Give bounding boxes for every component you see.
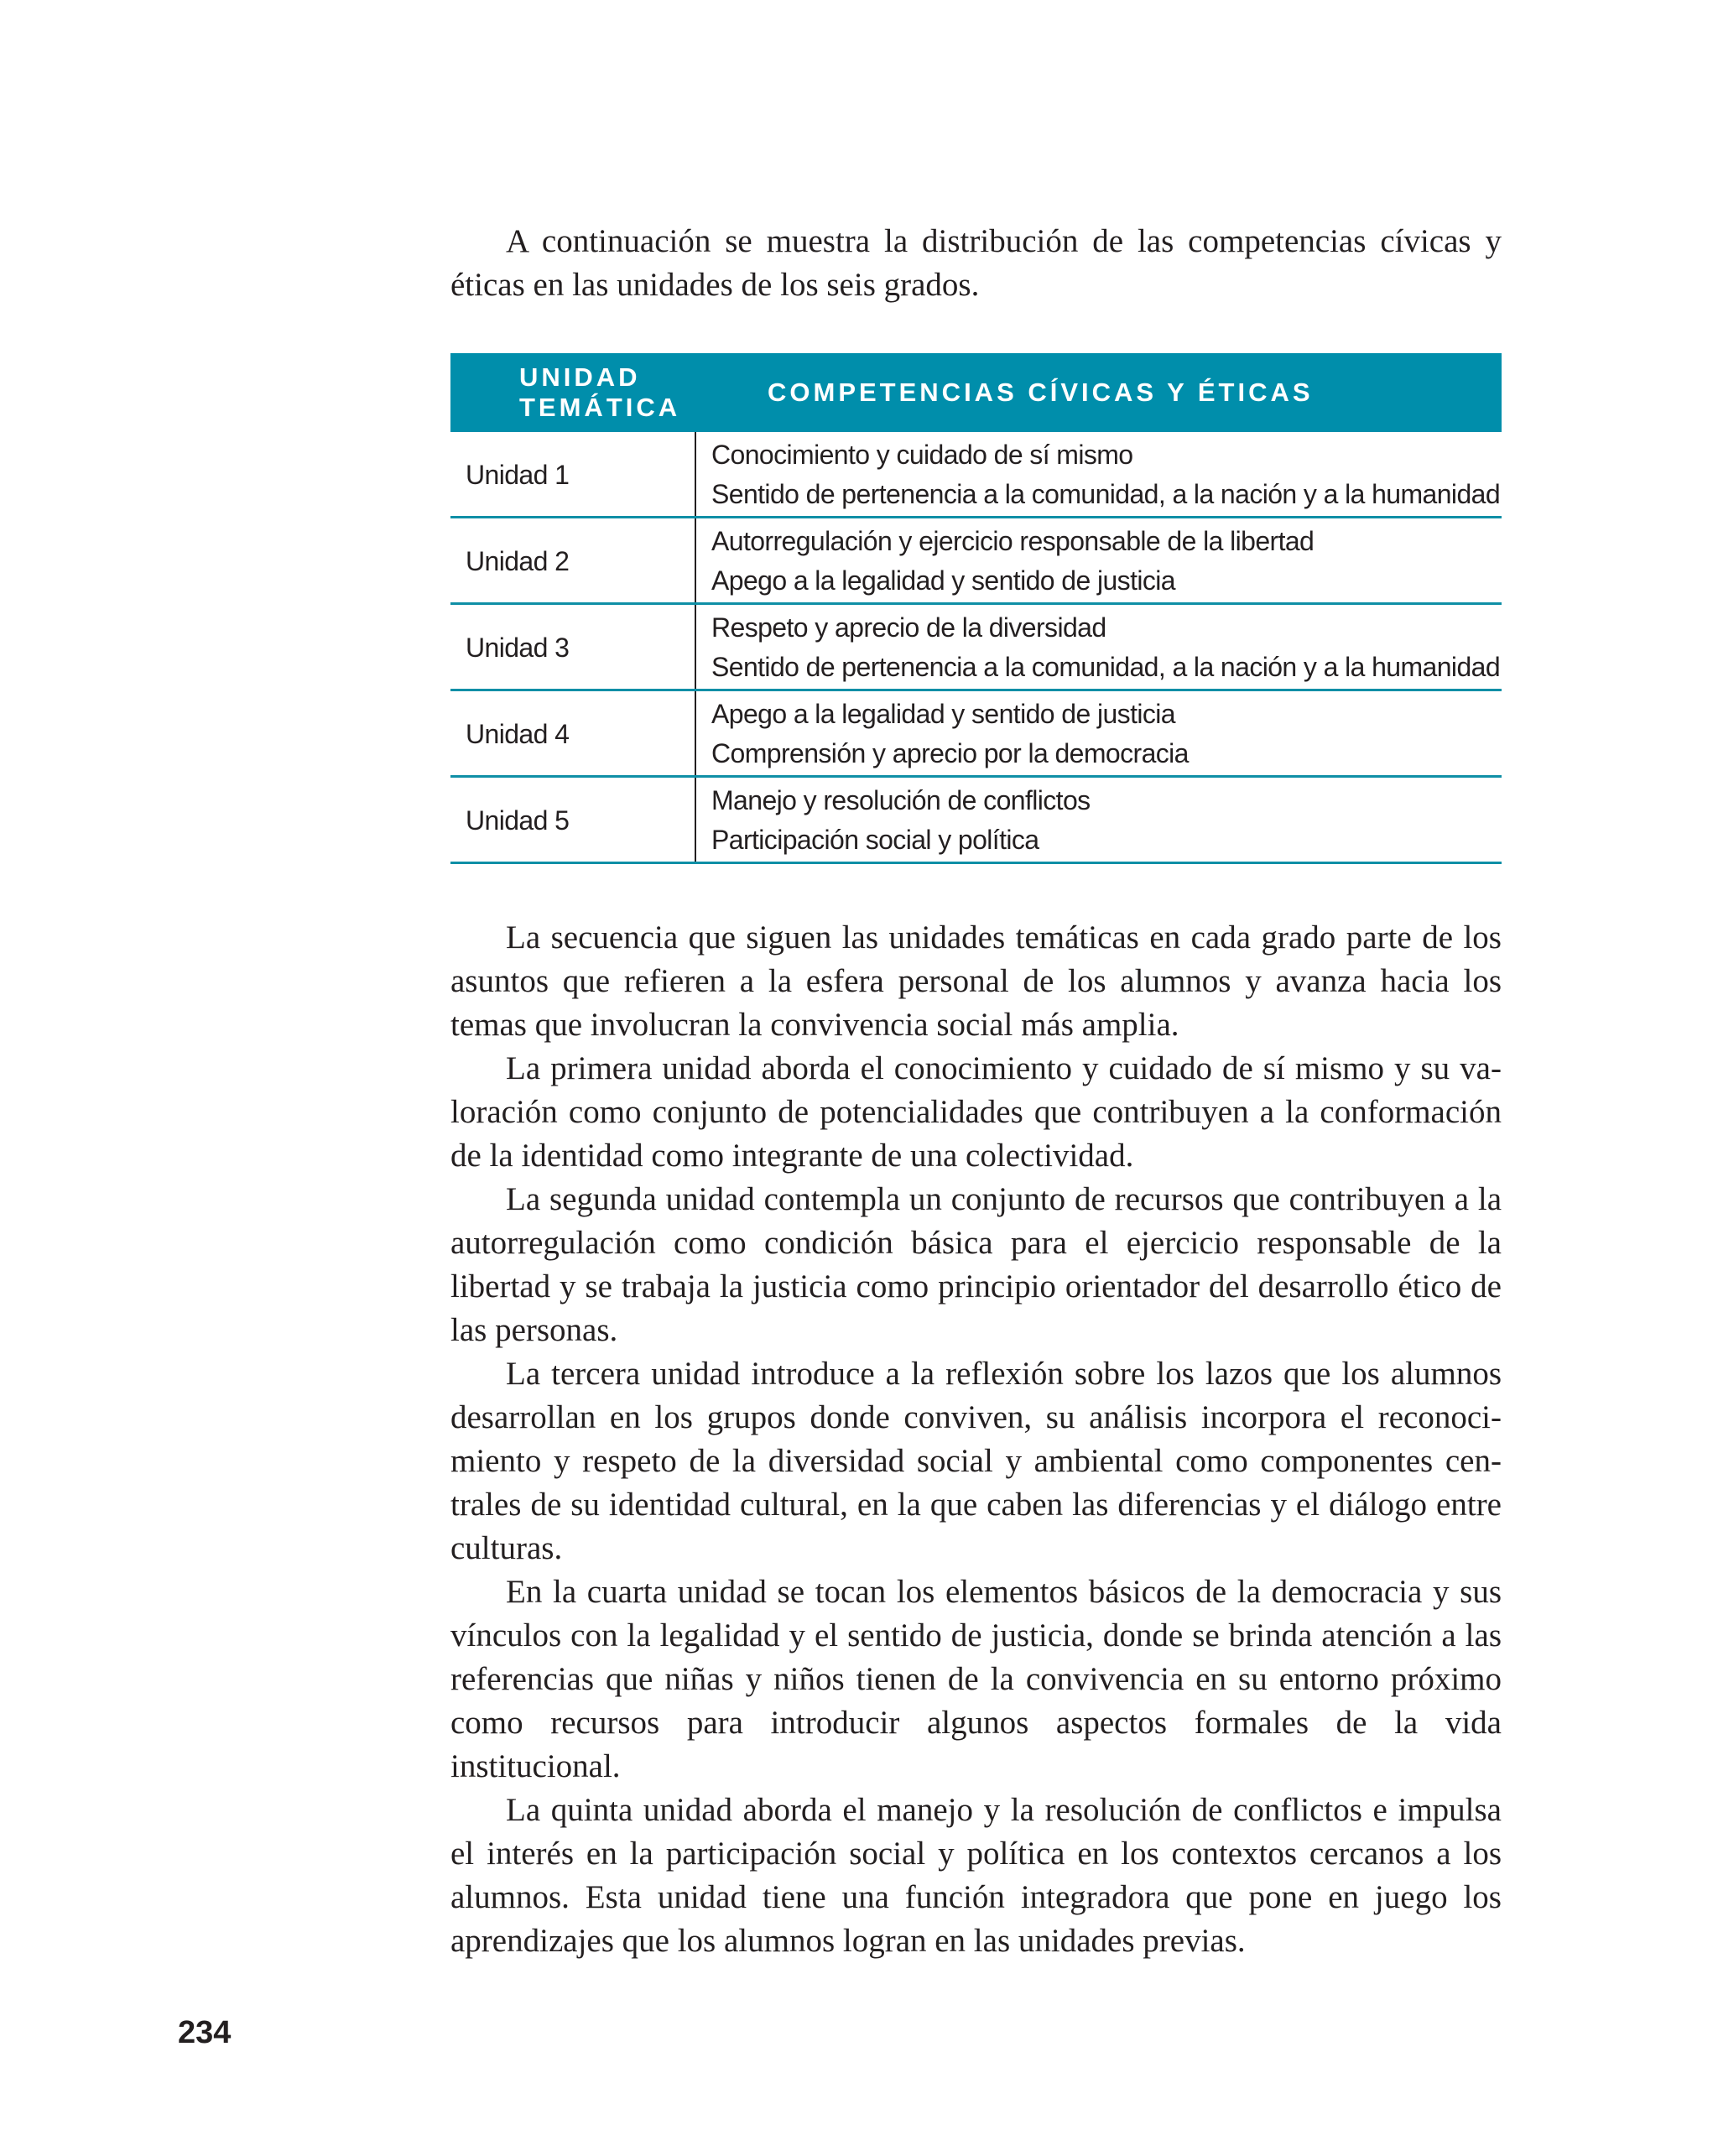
- competency-item: Sentido de pertenencia a la comunidad, a la nación y a la humanidad: [711, 652, 1501, 682]
- competency-item: Conocimiento y cuidado de sí mismo: [711, 440, 1133, 470]
- body-paragraph: La quinta unidad aborda el manejo y la resolución de conflictos e impulsa el interés en la participación social y política en los contextos cercanos a los alumnos. Esta unidad tiene una función integradora que pone en juego los aprendizajes que los alumnos logran en las unidades previas.: [450, 1792, 1502, 1959]
- unit-cell: Unidad 3: [450, 604, 695, 690]
- competencies-cell: [695, 604, 1502, 690]
- page-number: 234: [178, 2015, 232, 2050]
- competency-item: Participación social y política: [711, 825, 1039, 855]
- competency-item: Sentido de pertenencia a la comunidad, a la nación y a la humanidad: [711, 479, 1501, 509]
- header-unit-line2: TEMÁTICA: [519, 393, 681, 422]
- competencies-cell: [695, 432, 1502, 518]
- body-paragraph: La secuencia que siguen las unidades temáticas en cada grado parte de los asuntos que refieren a la esfera personal de los alumnos y avanza hacia los temas que involucran la convivencia social más amplia.: [450, 919, 1502, 1043]
- competency-item: Autorregulación y ejercicio responsable de la libertad: [711, 526, 1315, 556]
- page-content: [450, 220, 1502, 1963]
- header-competencies: COMPETENCIAS CÍVICAS Y ÉTICAS: [695, 353, 1502, 432]
- body-paragraph: La tercera unidad introduce a la reflexión sobre los lazos que los alumnos desarrollan en los grupos donde conviven, su análisis incorpora el reconocimiento y respeto de la diversidad social y ambiental como componentes centrales de su identidad cultural, en la que caben las diferencias y el diálogo entre culturas.: [450, 1356, 1502, 1566]
- table-row: [450, 690, 1502, 777]
- body-paragraph: La primera unidad aborda el conocimiento y cuidado de sí mismo y su valoración como conjunto de potencialidades que contribuyen a la conformación de la identidad como integrante de una colectividad.: [450, 1050, 1502, 1174]
- header-unit-line1: UNIDAD: [519, 362, 641, 392]
- unit-cell: Unidad 2: [450, 518, 695, 604]
- body-paragraph: La segunda unidad contempla un conjunto de recursos que contribuyen a la autorregulación como condición básica para el ejercicio responsable de la libertad y se trabaja la justicia como principio orientador del desarrollo ético de las personas.: [450, 1181, 1502, 1348]
- unit-cell: Unidad 1: [450, 432, 695, 518]
- competency-item: Apego a la legalidad y sentido de justicia: [711, 699, 1175, 729]
- competency-item: Apego a la legalidad y sentido de justicia: [711, 565, 1175, 596]
- unit-cell: Unidad 4: [450, 690, 695, 777]
- competencies-cell: [695, 777, 1502, 863]
- table-row: [450, 432, 1502, 518]
- competency-item: Comprensión y aprecio por la democracia: [711, 738, 1189, 768]
- competencies-table: [450, 353, 1502, 864]
- header-unit: [450, 353, 695, 432]
- competency-item: Respeto y aprecio de la diversidad: [711, 612, 1106, 643]
- table-row: [450, 604, 1502, 690]
- intro-paragraph: A continuación se muestra la distribución de las competencias cívicas y éticas en las unidades de los seis grados.: [450, 223, 1502, 303]
- competency-item: Manejo y resolución de conflictos: [711, 785, 1091, 815]
- unit-cell: Unidad 5: [450, 777, 695, 863]
- competencies-cell: [695, 690, 1502, 777]
- competencies-cell: [695, 518, 1502, 604]
- body-paragraph: En la cuarta unidad se tocan los elementos básicos de la democracia y sus vínculos con la legalidad y el sentido de justicia, donde se brinda atención a las referencias que niñas y niños tienen de la convivencia en su entorno próximo como recursos para introducir algunos aspectos formales de la vida institucional.: [450, 1574, 1502, 1784]
- table-header-row: [450, 353, 1502, 432]
- table-row: [450, 518, 1502, 604]
- table-row: [450, 777, 1502, 863]
